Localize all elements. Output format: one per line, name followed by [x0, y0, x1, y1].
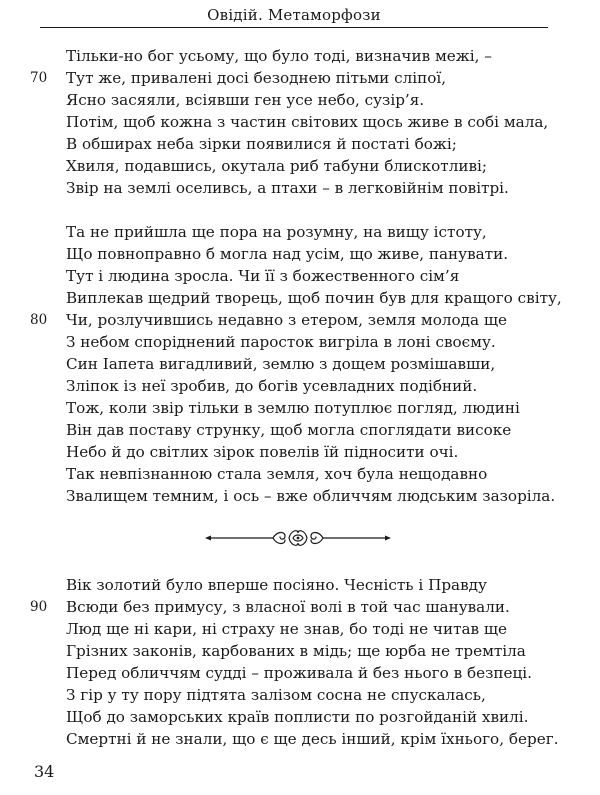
verse-text: Вік золотий було вперше посіяно. Чесність і Правду	[66, 576, 487, 594]
verse-line	[66, 728, 558, 750]
verse-text: Тільки-но бог усьому, що було тоді, визначив межі, –	[66, 47, 492, 65]
verse-text: Смертні й не знали, що є ще десь інший, крім їхнього, берег.	[66, 730, 559, 748]
verse-line	[66, 111, 548, 133]
verse-text: Зліпок із неї зробив, до богів усевладних подібний.	[66, 377, 478, 395]
verse-text: Чи, розлучившись недавно з етером, земля молода ще	[66, 311, 508, 329]
verse-line	[66, 155, 548, 177]
verse-text: Тож, коли звір тільки в землю потуплює погляд, людині	[66, 399, 520, 417]
stanza-2	[30, 221, 562, 507]
verse-line	[30, 309, 562, 331]
verse-text: Виплекав щедрий творець, щоб почин був для кращого світу,	[66, 289, 562, 307]
verse-text: Ясно засяяли, всіявши ген усе небо, сузір’я.	[66, 91, 425, 109]
verse-line	[66, 89, 548, 111]
verse-line	[66, 265, 562, 287]
verse-text: Так невпізнанною стала земля, хоч була нещодавно	[66, 465, 488, 483]
verse-line	[66, 618, 558, 640]
line-number: 80	[30, 312, 48, 328]
verse-text: Він дав поставу струнку, щоб могла споглядати високе	[66, 421, 512, 439]
verse-line	[66, 574, 558, 596]
verse-text: Щоб до заморських країв поплисти по розгойданій хвилі.	[66, 708, 529, 726]
line-number: 70	[30, 70, 48, 86]
verse-line	[66, 485, 562, 507]
verse-text: Перед обличчям судді – проживала й без нього в безпеці.	[66, 664, 532, 682]
verse-line	[30, 596, 558, 618]
verse-line	[30, 67, 548, 89]
verse-line	[66, 419, 562, 441]
verse-line	[66, 243, 562, 265]
verse-line	[66, 221, 562, 243]
verse-text: Небо й до світлих зірок повелів їй підносити очі.	[66, 443, 459, 461]
verse-line	[66, 45, 548, 67]
verse-line	[66, 463, 562, 485]
verse-line	[66, 640, 558, 662]
verse-text: Хвиля, подавшись, окутала риб табуни блискотливі;	[66, 157, 488, 175]
stanza-3	[30, 574, 559, 750]
verse-line	[66, 375, 562, 397]
verse-text: Та не прийшла ще пора на розумну, на вищу істоту,	[66, 223, 487, 241]
verse-text: Тут же, привалені досі безоднею пітьми сліпої,	[66, 69, 447, 87]
verse-text: Звір на землі оселивсь, а птахи – в легковійнім повітрі.	[66, 179, 509, 197]
page-number: 34	[34, 762, 55, 781]
verse-line	[66, 353, 562, 375]
verse-line	[66, 133, 548, 155]
verse-text: Всюди без примусу, з власної волі в той час шанували.	[66, 598, 510, 616]
verse-text: Люд ще ні кари, ні страху не знав, бо тоді не читав ще	[66, 620, 508, 638]
verse-line	[66, 177, 548, 199]
verse-text: Тут і людина зросла. Чи її з божественного сім’я	[66, 267, 460, 285]
verse-text: Син Іапета вигадливий, землю з дощем розмішавши,	[66, 355, 496, 373]
verse-line	[66, 684, 558, 706]
verse-text: Потім, щоб кожна з частин світових щось живе в собі мала,	[66, 113, 549, 131]
header-rule	[40, 27, 548, 28]
verse-line	[66, 397, 562, 419]
verse-line	[66, 331, 562, 353]
verse-line	[66, 706, 558, 728]
line-number: 90	[30, 599, 48, 615]
verse-line	[66, 441, 562, 463]
verse-line	[66, 287, 562, 309]
verse-text: Що повноправно б могла над усім, що живе, панувати.	[66, 245, 509, 263]
running-header: Овідій. Метаморфози	[207, 6, 381, 24]
stanza-1	[30, 45, 549, 199]
verse-text: В обширах неба зірки появилися й постаті божі;	[66, 135, 457, 153]
verse-text: Грізних законів, карбованих в мідь; ще юрба не тремтіла	[66, 642, 526, 660]
scroll-flourish-divider-icon	[205, 527, 391, 549]
verse-text: З гір у ту пору підтята залізом сосна не спускалась,	[66, 686, 486, 704]
verse-text: Звалищем темним, і ось – вже обличчям людським зазоріла.	[66, 487, 556, 505]
verse-line	[66, 662, 558, 684]
verse-text: З небом споріднений паросток вигріла в лоні своєму.	[66, 333, 496, 351]
